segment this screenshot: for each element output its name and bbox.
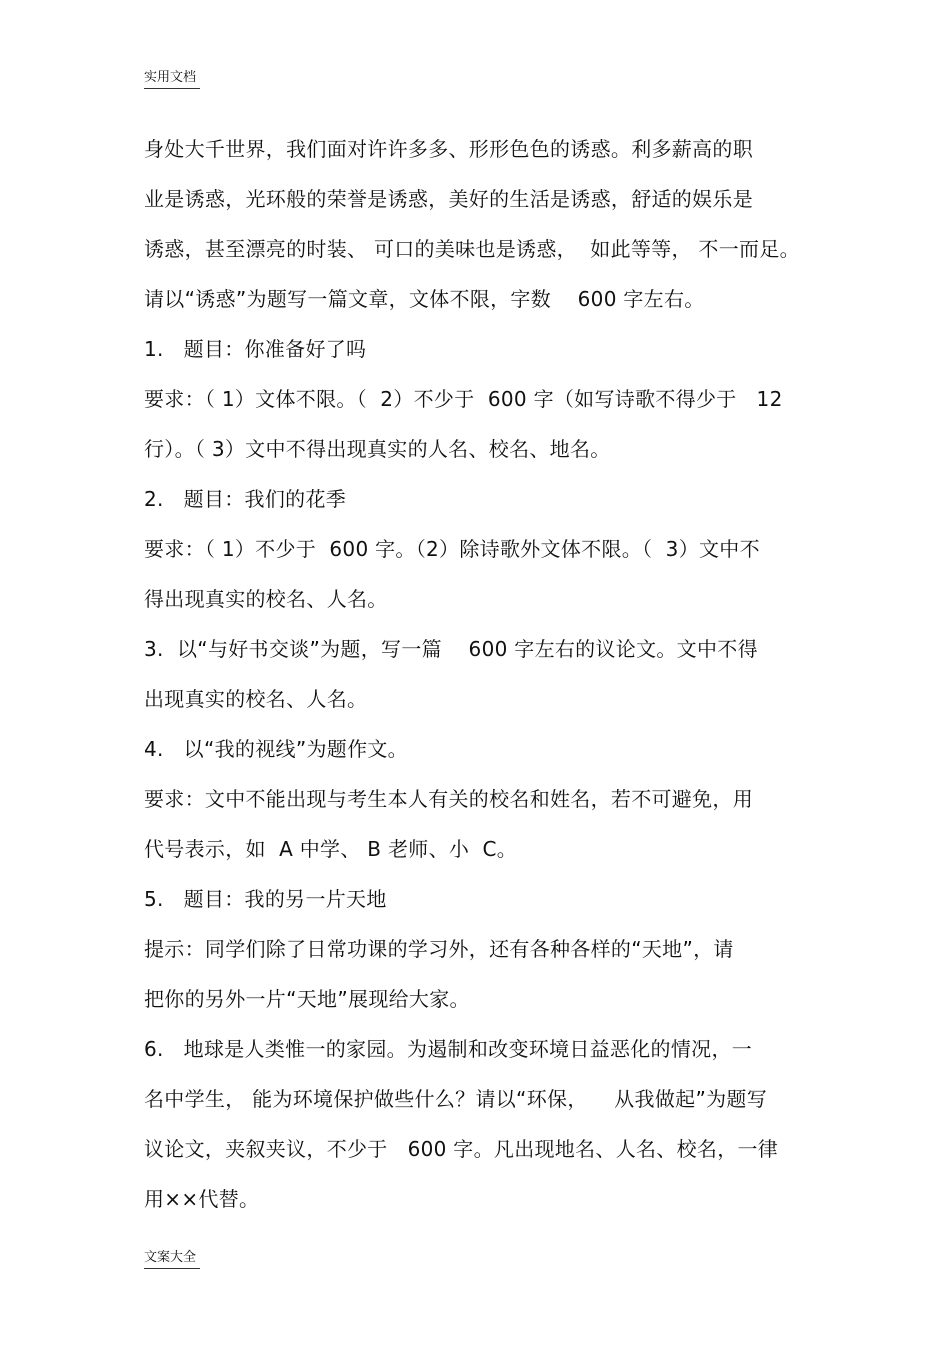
- text-line: 1. 题目：你准备好了吗: [144, 337, 367, 361]
- text-line: 4. 以“我的视线”为题作文。: [144, 737, 408, 761]
- text-line: 代号表示，如 A 中学、 B 老师、小 C。: [144, 837, 518, 861]
- text-line: 要求：（ 1）文体不限。（ 2）不少于 600 字（如写诗歌不得少于 12: [144, 387, 783, 411]
- header-label: 实用文档: [144, 70, 200, 89]
- document-body: [144, 124, 844, 1224]
- text-line: 6. 地球是人类惟一的家园。为遏制和改变环境日益恶化的情况，一: [144, 1037, 753, 1061]
- text-line: 要求：（ 1）不少于 600 字。（2）除诗歌外文体不限。（ 3）文中不: [144, 537, 760, 561]
- text-line: 名中学生， 能为环境保护做些什么？请以“环保， 从我做起”为题写: [144, 1087, 768, 1111]
- text-line: 业是诱惑，光环般的荣誉是诱惑，美好的生活是诱惑，舒适的娱乐是: [144, 187, 753, 211]
- text-line: 5. 题目：我的另一片天地: [144, 887, 387, 911]
- text-line: 用××代替。: [144, 1187, 260, 1211]
- text-line: 请以“诱惑”为题写一篇文章，文体不限，字数 600 字左右。: [144, 287, 705, 311]
- text-line: 要求：文中不能出现与考生本人有关的校名和姓名，若不可避免，用: [144, 787, 753, 811]
- text-line: 3. 以“与好书交谈”为题，写一篇 600 字左右的议论文。文中不得: [144, 637, 758, 661]
- text-line: 提示：同学们除了日常功课的学习外，还有各种各样的“天地”，请: [144, 937, 734, 961]
- footer-label: 文案大全: [144, 1250, 200, 1269]
- text-line: 出现真实的校名、人名。: [144, 687, 368, 711]
- text-line: 把你的另外一片“天地”展现给大家。: [144, 987, 470, 1011]
- text-line: 诱惑，甚至漂亮的时装、 可口的美味也是诱惑， 如此等等， 不一而足。: [144, 237, 800, 261]
- text-line: 身处大千世界，我们面对许许多多、形形色色的诱惑。利多薪高的职: [144, 137, 753, 161]
- text-line: 行）。（ 3）文中不得出现真实的人名、校名、地名。: [144, 437, 611, 461]
- text-line: 议论文，夹叙夹议，不少于 600 字。凡出现地名、人名、校名，一律: [144, 1137, 779, 1161]
- text-line: 得出现真实的校名、人名。: [144, 587, 388, 611]
- text-line: 2. 题目：我们的花季: [144, 487, 347, 511]
